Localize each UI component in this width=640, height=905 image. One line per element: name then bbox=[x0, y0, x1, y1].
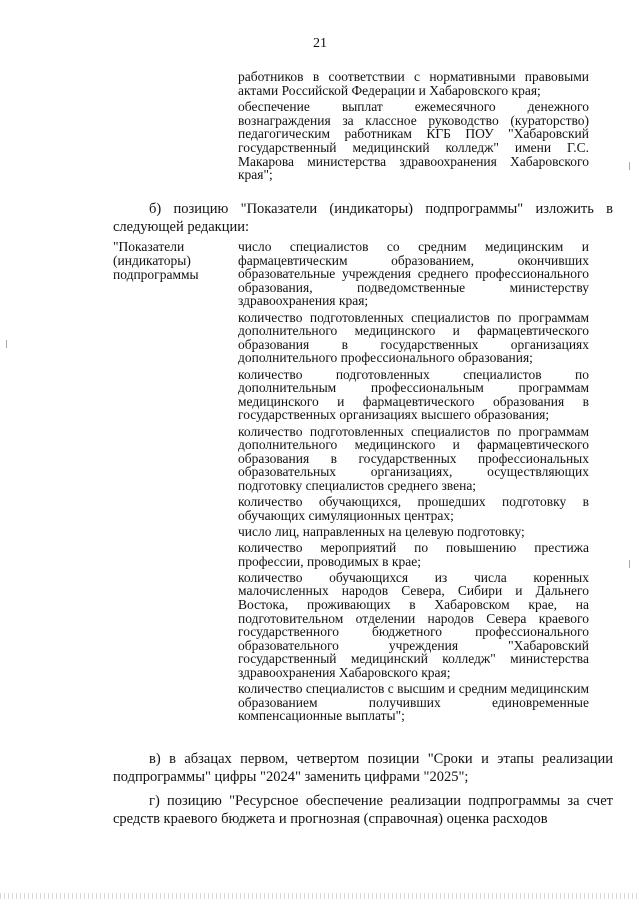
indicator-item: количество подготовленных специалистов по дополнительным профессиональным программам медицинского и фармацевтического образования в государственных организациях высшего образования; bbox=[238, 366, 589, 423]
indicator-item: количество специалистов с высшим и средним медицинским образованием получивших единовременные компенсационные выплаты"; bbox=[238, 681, 589, 724]
scan-footer-strip bbox=[0, 893, 640, 899]
item-v-paragraph: в) в абзацах первом, четвертом позиции "Сроки и этапы реализации подпрограммы" цифры "2024" заменить цифрами "2025"; bbox=[113, 751, 613, 785]
margin-mark bbox=[629, 560, 630, 568]
indicator-item: число лиц, направленных на целевую подготовку; bbox=[238, 523, 525, 539]
indicators-label: "Показатели (индикаторы) подпрограммы bbox=[113, 239, 199, 282]
indicator-item: количество обучающихся из числа коренных малочисленных народов Севера, Сибири и Дальнего Востока, проживающих в Хабаровском крае, на подготовительном отделении народов Севера краевого государственного бюджетного профессионального образовательного учреждения "Хабаровский государственный медицинский колледж" министерства здравоохранения Хабаровского края; bbox=[238, 569, 589, 680]
indicator-item: количество подготовленных специалистов по программам дополнительного медицинского и фармацевтического образования в государственных организациях дополнительного профессионального образования; bbox=[238, 309, 589, 366]
item-g-paragraph: г) позицию "Ресурсное обеспечение реализации подпрограммы за счет средств краевого бюджета и прогнозная (справочная) оценка расходов bbox=[113, 793, 613, 827]
indicator-item: количество мероприятий по повышению престижа профессии, проводимых в крае; bbox=[238, 540, 589, 569]
margin-mark bbox=[629, 162, 630, 170]
indicator-item: число специалистов со средним медицинским и фармацевтическим образованием, окончивших образовательные учреждения среднего профессионального образования, подведомственные министерству здравоохранения края; bbox=[238, 239, 589, 309]
continuation-paragraph: обеспечение выплат ежемесячного денежного вознаграждения за классное руководство (кураторство) педагогическим работникам КГБ ПОУ "Хабаровский государственный медицинский колледж" имени Г.С. Макарова министерства здравоохранения Хабаровского края"; bbox=[238, 99, 589, 183]
indicator-item: количество обучающихся, прошедших подготовку в обучающих симуляционных центрах; bbox=[238, 494, 589, 523]
indicator-item: количество подготовленных специалистов по программам дополнительного медицинского и фармацевтического образования в государственных профессиональных образовательных организациях, осуществляющих подготовку специалистов среднего звена; bbox=[238, 423, 589, 493]
continuation-block bbox=[238, 70, 589, 185]
indicators-list bbox=[238, 240, 589, 726]
continuation-paragraph: работников в соответствии с нормативными правовыми актами Российской Федерации и Хабаровского края; bbox=[238, 69, 589, 98]
item-b-paragraph: б) позицию "Показатели (индикаторы) подпрограммы" изложить в следующей редакции: bbox=[113, 201, 613, 235]
page-number: 21 bbox=[313, 36, 327, 51]
margin-mark bbox=[6, 340, 7, 348]
